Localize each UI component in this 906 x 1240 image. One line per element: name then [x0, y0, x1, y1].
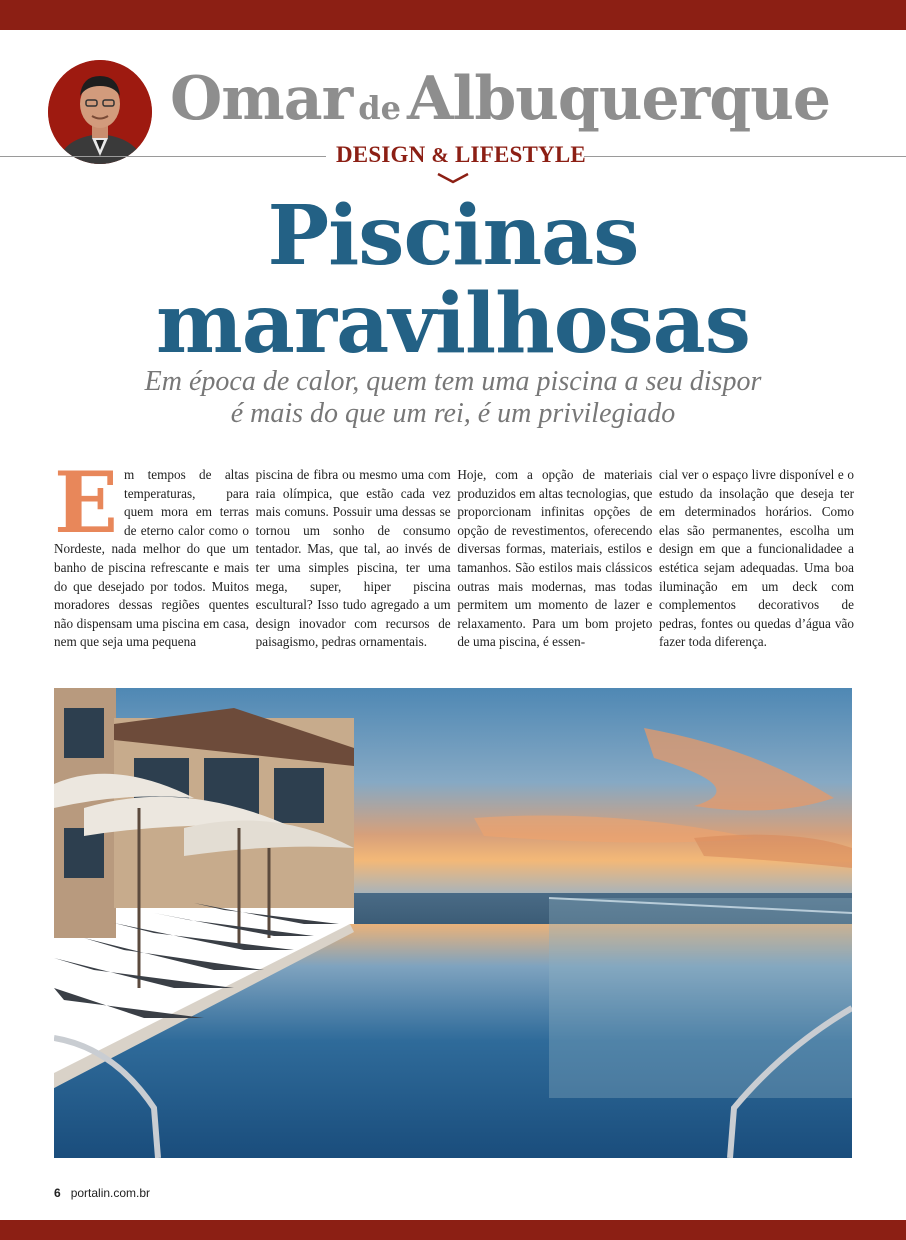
article-body	[54, 453, 854, 652]
infinity-pool-photo	[54, 688, 852, 1158]
headline-line-2: maravilhosas	[156, 276, 750, 372]
body-column-3: Hoje, com a opção de materiais produzidos em altas tecnologias, que proporcionam infinitas opções de opção de revestimentos, oferecendo diversas formas, materiais, estilos e tamanhos. São estilos mais clássicos outras mais modernas, mas todas permitem um momento de lazer e relaxamento. Para um bom projeto de uma piscina, é essen-	[457, 467, 653, 650]
author-particle: de	[358, 89, 401, 127]
body-column-2: piscina de fibra ou mesmo uma com raia olímpica, que estão cada vez mais comuns. Possuir uma dessas se tornou um sonho de consumo tentador. Mas, que tal, ao invés de ter uma simples piscina, ter uma mega, super, hiper piscina escultural? Isso tudo agregado a um design inovador com recursos de paisagismo, pedras ornamentais.	[255, 467, 451, 650]
author-last-name: Albuquerque	[406, 64, 831, 134]
section-label-amp: &	[431, 143, 450, 167]
section-label-part2: LIFESTYLE	[455, 142, 586, 167]
header-rule-right	[584, 156, 906, 157]
subtitle-line-2: é mais do que um rei, é um privilegiado	[230, 398, 676, 429]
author-avatar	[48, 60, 152, 164]
section-label-part1: DESIGN	[336, 142, 426, 167]
bottom-bar	[0, 1220, 906, 1240]
header-rule-left	[0, 156, 326, 157]
headline-line-1: Piscinas	[267, 188, 639, 284]
body-column-1-text: m tempos de altas temperaturas, para quem mora em terras de eterno calor como o Nordeste, nada melhor do que um banho de piscina refrescante e mais do que desejado por todos. Muitos moradores dessas regiões quentes não dispensam uma piscina em casa, nem que seja uma pequena	[54, 467, 249, 650]
page-number: 6	[54, 1186, 61, 1200]
top-bar	[0, 0, 906, 30]
headline	[0, 188, 906, 372]
author-name	[170, 64, 831, 144]
chevron-down-icon	[436, 172, 470, 184]
drop-cap: E	[54, 453, 119, 552]
subtitle	[0, 366, 906, 430]
website-url: portalin.com.br	[70, 1186, 151, 1200]
section-label	[336, 142, 586, 168]
body-column-1	[54, 453, 249, 652]
page-footer	[54, 1186, 150, 1200]
author-first-name: Omar	[170, 64, 353, 134]
subtitle-line-1: Em época de calor, quem tem uma piscina a seu dispor	[144, 366, 762, 397]
body-column-4: cial ver o espaço livre disponível e o estudo da insolação que deseja ter em determinados horários. Como elas são permanentes, escolha um design em que a funcionalidadee a estética sejam adequadas. Uma boa iluminação em um deck com complementos decorativos de pedras, fontes ou quedas d’água vão fazer toda diferença.	[658, 467, 854, 650]
